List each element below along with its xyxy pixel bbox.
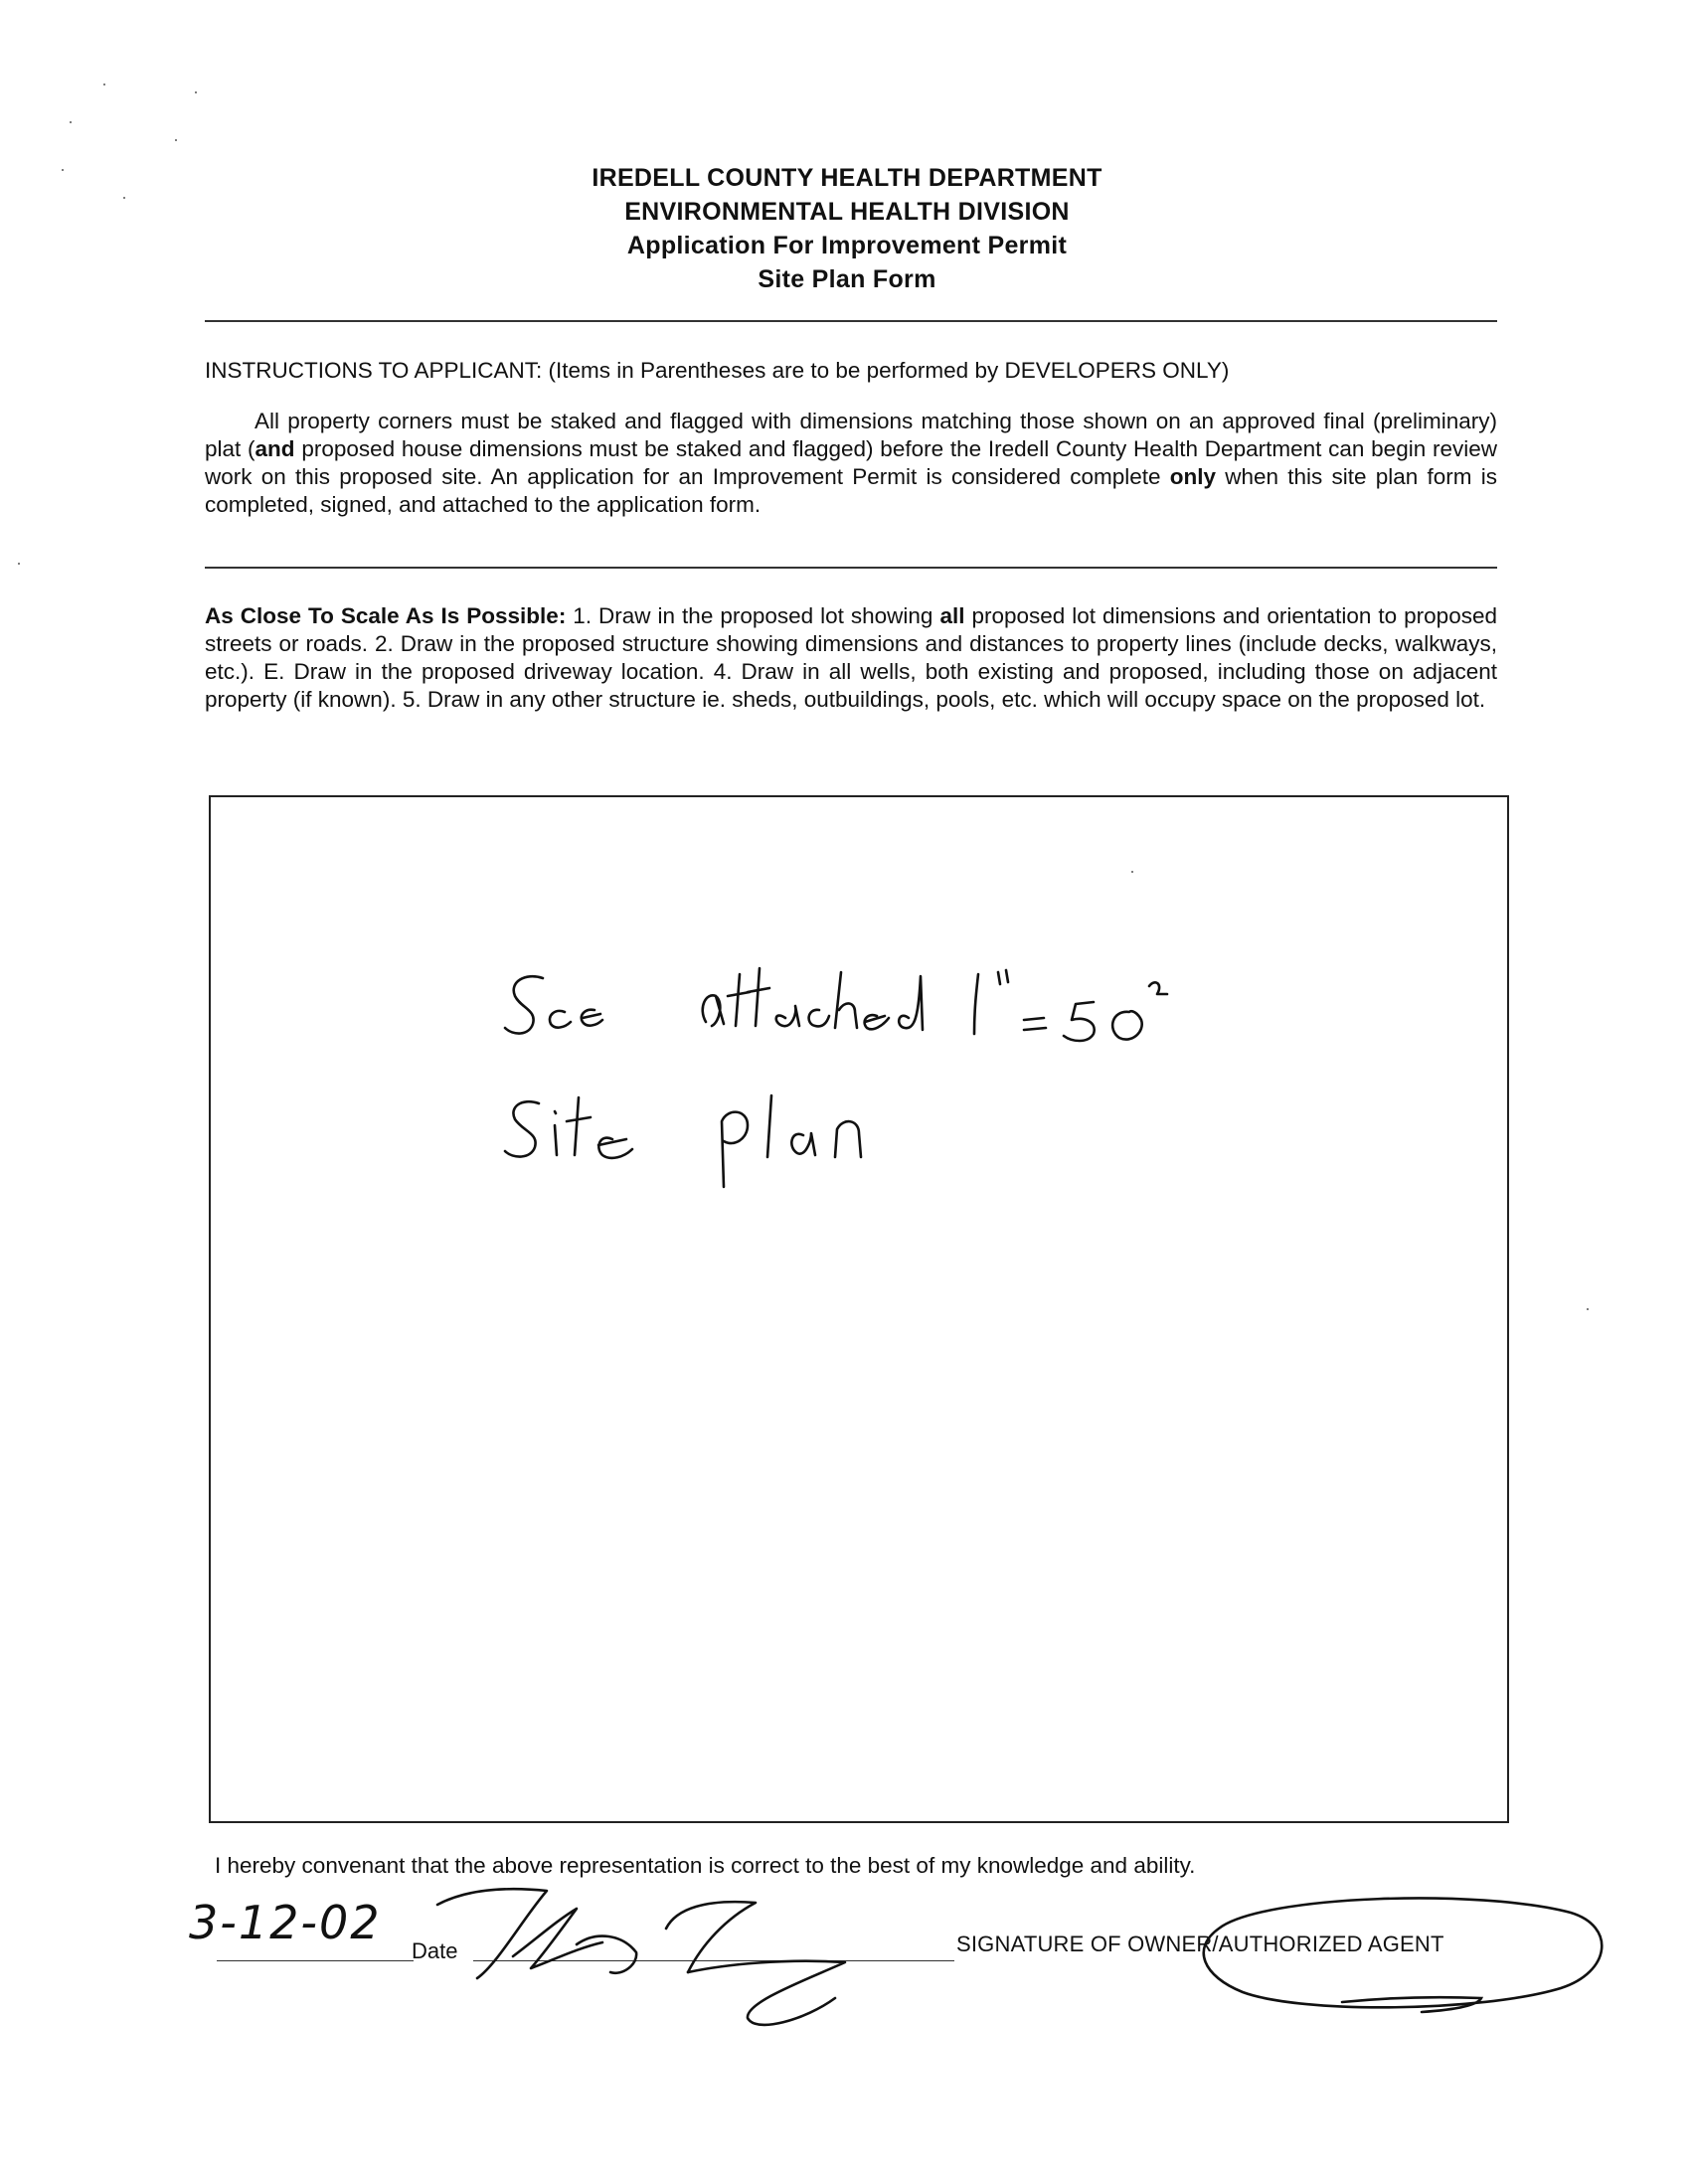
circled-agent-annotation <box>1183 1889 1620 2028</box>
scan-speck <box>18 563 20 565</box>
handwritten-signature <box>427 1869 944 2028</box>
scan-speck <box>103 84 105 85</box>
scale-instructions: As Close To Scale As Is Possible: 1. Draw in the proposed lot showing all proposed lot dimensions and orientation to proposed streets or roads. 2. Draw in the proposed structure showing dimensions and distances to property lines (include decks, walkways, etc.). E. Draw in the proposed driveway location. 4. Draw in all wells, both existing and proposed, including those on adjacent property (if known). 5. Draw in any other structure ie. sheds, outbuildings, pools, etc. which will occupy space on the proposed lot. <box>205 603 1497 712</box>
instructions-body: All property corners must be staked and flagged with dimensions matching those shown on an approved final (preliminary) plat (and proposed house dimensions must be staked and flagged) before the Iredell County Health Department can begin review work on this proposed site. An application for an Improvement Permit is considered complete only when this site plan form is completed, signed, and attached to the application form. <box>205 409 1498 517</box>
scan-speck <box>70 121 72 123</box>
application-title: Application For Improvement Permit <box>626 232 1068 259</box>
handwritten-date: 3-12-02 <box>189 1896 382 1949</box>
header-divider <box>205 320 1497 322</box>
instructions-heading: INSTRUCTIONS TO APPLICANT: (Items in Parentheses are to be performed by DEVELOPERS ONLY) <box>205 358 1230 383</box>
form-header <box>0 161 1694 296</box>
scan-speck <box>1587 1308 1589 1310</box>
certification-statement: I hereby convenant that the above representation is correct to the best of my knowledge and ability. <box>215 1853 1196 1878</box>
site-plan-drawing-area[interactable] <box>209 795 1509 1823</box>
division-title: ENVIRONMENTAL HEALTH DIVISION <box>624 198 1070 226</box>
instructions-divider <box>205 567 1497 569</box>
signature-label: SIGNATURE OF OWNER/AUTHORIZED AGENT <box>956 1932 1444 1956</box>
scan-speck <box>195 91 197 93</box>
date-line[interactable] <box>217 1960 414 1961</box>
scale-instructions-lead: As Close To Scale As Is Possible: <box>205 603 567 628</box>
form-title: Site Plan Form <box>758 265 936 293</box>
department-title: IREDELL COUNTY HEALTH DEPARTMENT <box>592 164 1102 192</box>
scan-speck <box>175 139 177 141</box>
date-label: Date <box>412 1938 458 1963</box>
handwritten-note <box>211 797 1511 1825</box>
